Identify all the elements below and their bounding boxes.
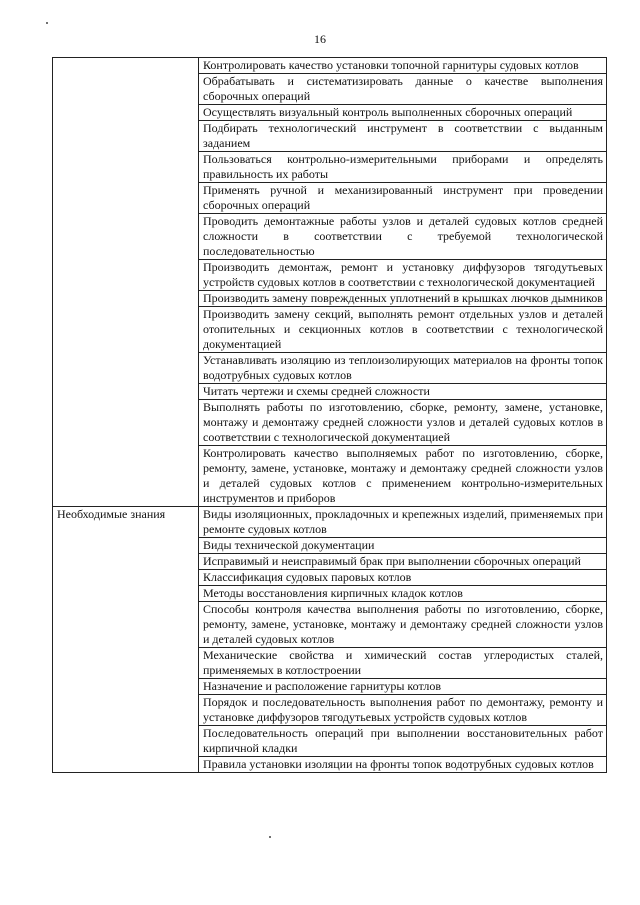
table-cell: Производить замену поврежденных уплотнений в крышках лючков дымников — [199, 291, 607, 307]
table-row — [53, 507, 607, 538]
table-cell: Производить замену секций, выполнять ремонт отдельных узлов и деталей отопительных и секционных котлов в соответствии с технологической документацией — [199, 307, 607, 353]
table-cell: Контролировать качество установки топочной гарнитуры судовых котлов — [199, 58, 607, 74]
table-cell: Производить демонтаж, ремонт и установку диффузоров тягодутьевых устройств судовых котлов в соответствии с технологической документацией — [199, 260, 607, 291]
table-cell: Механические свойства и химический состав углеродистых сталей, применяемых в котлостроении — [199, 648, 607, 679]
table-cell: Классификация судовых паровых котлов — [199, 570, 607, 586]
table-cell: Обрабатывать и систематизировать данные о качестве выполнения сборочных операций — [199, 74, 607, 105]
table-cell: Проводить демонтажные работы узлов и деталей судовых котлов средней сложности в соответствии с требуемой технологической последовательностью — [199, 214, 607, 260]
table-cell: Исправимый и неисправимый брак при выполнении сборочных операций — [199, 554, 607, 570]
section-label-empty — [53, 58, 199, 507]
table-cell: Выполнять работы по изготовлению, сборке, ремонту, замене, установке, монтажу и демонтажу средней сложности узлов и деталей судовых котлов в соответствии с технологической документацией — [199, 400, 607, 446]
table-cell: Пользоваться контрольно-измерительными приборами и определять правильность их работы — [199, 152, 607, 183]
table-cell: Устанавливать изоляцию из теплоизолирующих материалов на фронты топок водотрубных судовых котлов — [199, 353, 607, 384]
table-cell: Осуществлять визуальный контроль выполненных сборочных операций — [199, 105, 607, 121]
section-label-knowledge: Необходимые знания — [53, 507, 199, 773]
table-cell: Методы восстановления кирпичных кладок котлов — [199, 586, 607, 602]
table-cell: Читать чертежи и схемы средней сложности — [199, 384, 607, 400]
table-cell: Правила установки изоляции на фронты топок водотрубных судовых котлов — [199, 757, 607, 773]
table-cell: Порядок и последовательность выполнения работ по демонтажу, ремонту и установке диффузоров тягодутьевых устройств судовых котлов — [199, 695, 607, 726]
table-cell: Виды изоляционных, прокладочных и крепежных изделий, применяемых при ремонте судовых котлов — [199, 507, 607, 538]
table-cell: Назначение и расположение гарнитуры котлов — [199, 679, 607, 695]
skills-knowledge-table — [52, 57, 607, 773]
scan-speck — [269, 836, 271, 838]
table-cell: Применять ручной и механизированный инструмент при проведении сборочных операций — [199, 183, 607, 214]
page-number: 16 — [314, 32, 326, 46]
scan-speck — [46, 22, 48, 24]
table-cell: Способы контроля качества выполнения работы по изготовлению, сборке, ремонту, замене, установке, монтажу и демонтажу средней сложности узлов и деталей судовых котлов — [199, 602, 607, 648]
table-cell: Последовательность операций при выполнении восстановительных работ кирпичной кладки — [199, 726, 607, 757]
table-cell: Виды технической документации — [199, 538, 607, 554]
table-cell: Подбирать технологический инструмент в соответствии с выданным заданием — [199, 121, 607, 152]
table-cell: Контролировать качество выполняемых работ по изготовлению, сборке, ремонту, замене, установке, монтажу и демонтажу средней сложности узлов и деталей судовых котлов с применением контрольно-измерительных инструментов и приборов — [199, 446, 607, 507]
table-row — [53, 58, 607, 74]
